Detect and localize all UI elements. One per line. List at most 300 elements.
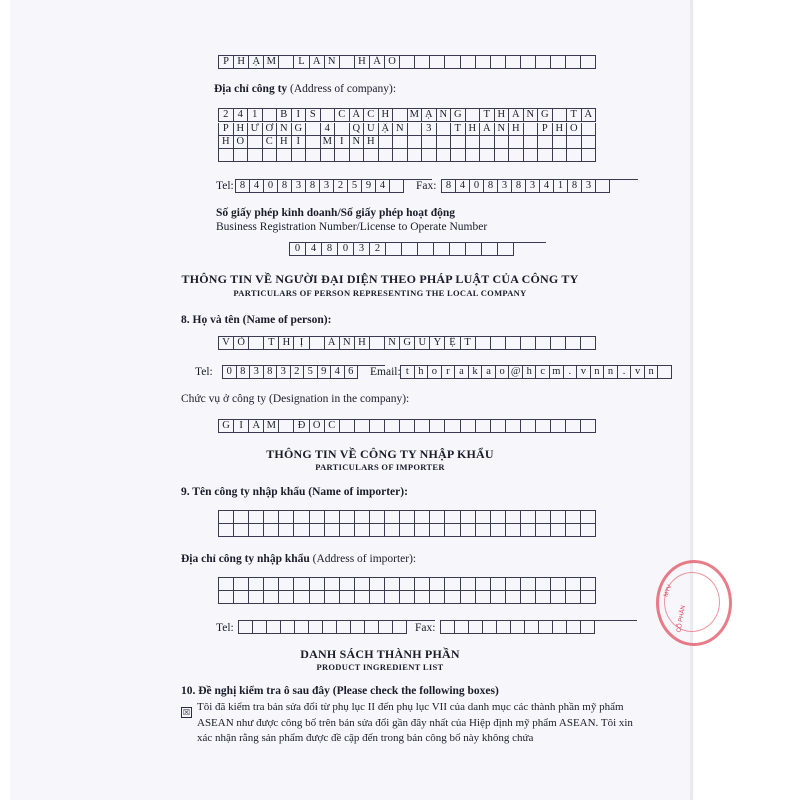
char-box <box>567 136 582 149</box>
char-box: m <box>550 366 564 379</box>
char-box: 4 <box>306 243 322 256</box>
char-box <box>441 621 455 634</box>
char-box <box>553 149 568 162</box>
char-box <box>581 56 596 69</box>
char-box: H <box>234 56 249 69</box>
designation-label: Chức vụ ở công ty (Designation in the company): <box>181 393 410 405</box>
char-box: Đ <box>294 420 309 433</box>
char-box: N <box>437 109 452 122</box>
char-box: 1 <box>248 109 263 122</box>
char-box <box>566 524 581 537</box>
char-box: H <box>219 136 234 149</box>
char-box <box>430 56 445 69</box>
char-box <box>306 123 321 136</box>
char-box <box>495 136 510 149</box>
char-box: 3 <box>526 180 540 193</box>
char-box: 8 <box>442 180 456 193</box>
char-box <box>279 524 294 537</box>
char-box <box>281 621 295 634</box>
char-box: 4 <box>250 180 264 193</box>
char-box: H <box>553 123 568 136</box>
rep-email-label: Email: <box>370 366 401 378</box>
importer-tel-grid <box>238 620 435 634</box>
char-box: 0 <box>264 180 278 193</box>
char-box: . <box>618 366 632 379</box>
char-box <box>476 524 491 537</box>
char-box <box>476 420 491 433</box>
char-box <box>461 524 476 537</box>
char-box <box>370 337 385 350</box>
char-box <box>566 578 581 591</box>
char-box <box>402 243 418 256</box>
char-box <box>323 621 337 634</box>
address-label <box>214 83 396 95</box>
char-box: 4 <box>331 366 345 379</box>
char-box <box>430 578 445 591</box>
char-box: N <box>393 123 408 136</box>
char-box <box>581 621 595 634</box>
char-box: A <box>310 56 325 69</box>
char-box <box>521 524 536 537</box>
char-box: 2 <box>334 180 348 193</box>
char-box: H <box>379 109 394 122</box>
char-box <box>445 511 460 524</box>
char-box <box>415 524 430 537</box>
ingredient-section-title-vn: DANH SÁCH THÀNH PHẦN <box>300 647 460 661</box>
declaration-paragraph: Tôi đã kiểm tra bản sửa đổi từ phụ lục II đến phụ lục VII của danh mục các thành phần mỹ phẩm ASEAN như được công bố trên bản sửa đổi gần đây nhất của Hiệp định mỹ phẩm ASEAN. Tôi xin xác nhận rằng sản phẩm được đề cập đến trong bản công bố này không chứa <box>197 701 633 744</box>
char-box <box>355 420 370 433</box>
char-box <box>309 621 323 634</box>
char-box: 5 <box>304 366 318 379</box>
char-box <box>509 149 524 162</box>
char-box <box>234 591 249 604</box>
char-box <box>536 420 551 433</box>
char-box <box>310 578 325 591</box>
char-box: C <box>325 420 340 433</box>
char-box <box>476 578 491 591</box>
char-box: N <box>340 337 355 350</box>
char-box <box>567 621 581 634</box>
char-box <box>249 511 264 524</box>
char-box: h <box>415 366 429 379</box>
char-box <box>536 591 551 604</box>
char-box <box>521 511 536 524</box>
char-box <box>279 578 294 591</box>
char-box: 0 <box>338 243 354 256</box>
char-box <box>581 591 596 604</box>
char-box <box>536 578 551 591</box>
char-box: t <box>401 366 415 379</box>
char-box: Ố <box>310 420 325 433</box>
company-tel-grid <box>235 179 432 193</box>
address-line1-grid <box>218 108 596 122</box>
char-box: G <box>219 420 234 433</box>
char-box <box>430 524 445 537</box>
char-box <box>566 337 581 350</box>
char-box: Ư <box>248 123 263 136</box>
char-box <box>351 621 365 634</box>
char-box <box>249 591 264 604</box>
char-box <box>506 56 521 69</box>
char-box <box>219 578 234 591</box>
char-box <box>521 337 536 350</box>
importer-name-row1-grid <box>218 510 596 524</box>
char-box <box>551 56 566 69</box>
char-box <box>264 524 279 537</box>
char-box <box>355 578 370 591</box>
char-box <box>294 578 309 591</box>
char-box: H <box>355 337 370 350</box>
char-box <box>335 123 350 136</box>
char-box <box>506 511 521 524</box>
char-box <box>491 578 506 591</box>
char-box <box>279 511 294 524</box>
char-box: Ệ <box>445 337 460 350</box>
char-box <box>437 123 452 136</box>
char-box: U <box>415 337 430 350</box>
char-box: Õ <box>234 337 249 350</box>
char-box <box>385 578 400 591</box>
char-box <box>267 621 281 634</box>
char-box <box>355 524 370 537</box>
char-box: S <box>306 109 321 122</box>
char-box <box>455 621 469 634</box>
char-box: M <box>264 56 279 69</box>
char-box: Á <box>509 109 524 122</box>
char-box <box>596 180 610 193</box>
char-box: I <box>292 109 307 122</box>
ingredient-section-title-en: PRODUCT INGREDIENT LIST <box>316 662 444 672</box>
char-box <box>434 243 450 256</box>
importer-address-label <box>181 553 416 565</box>
char-box: O <box>385 56 400 69</box>
char-box <box>466 243 482 256</box>
char-box: Á <box>350 109 365 122</box>
char-box: @ <box>509 366 523 379</box>
char-box <box>306 136 321 149</box>
char-box: 4 <box>540 180 554 193</box>
char-box: C <box>335 109 350 122</box>
char-box <box>521 591 536 604</box>
char-box <box>370 420 385 433</box>
char-box <box>506 578 521 591</box>
char-box: 5 <box>348 180 362 193</box>
company-seal-inner-ring <box>664 572 720 632</box>
license-label-en: Business Registration Number/License to Operate Number <box>216 221 488 233</box>
char-box <box>566 420 581 433</box>
char-box <box>422 136 437 149</box>
stamp-text-a: MTV <box>663 584 674 598</box>
char-box <box>325 524 340 537</box>
address-label-en: (Address of company): <box>290 83 397 95</box>
address-line3-grid <box>218 136 596 149</box>
char-box <box>445 524 460 537</box>
char-box: H <box>234 123 249 136</box>
rep-email-grid <box>400 365 672 379</box>
char-box: P <box>538 123 553 136</box>
char-box: Í <box>292 136 307 149</box>
char-box <box>393 136 408 149</box>
char-box <box>393 149 408 162</box>
char-box <box>480 136 495 149</box>
char-box <box>466 109 481 122</box>
char-box <box>476 337 491 350</box>
char-box <box>418 243 434 256</box>
char-box: H <box>466 123 481 136</box>
char-box: 9 <box>362 180 376 193</box>
char-box <box>321 109 336 122</box>
char-box: M <box>264 420 279 433</box>
char-box: n <box>645 366 659 379</box>
char-box: G <box>538 109 553 122</box>
char-box: 8 <box>237 366 251 379</box>
char-box: 0 <box>470 180 484 193</box>
char-box: 4 <box>234 109 249 122</box>
char-box <box>551 524 566 537</box>
char-box: 9 <box>318 366 332 379</box>
char-box: P <box>219 123 234 136</box>
page-edge <box>690 0 693 800</box>
char-box <box>450 243 466 256</box>
char-box <box>536 524 551 537</box>
char-box <box>658 366 672 379</box>
char-box <box>408 136 423 149</box>
char-box: N <box>385 337 400 350</box>
char-box <box>294 591 309 604</box>
char-box <box>279 591 294 604</box>
char-box <box>400 420 415 433</box>
char-box: 3 <box>354 243 370 256</box>
char-box <box>509 136 524 149</box>
char-box <box>551 511 566 524</box>
char-box <box>491 511 506 524</box>
char-box: Ố <box>567 123 582 136</box>
char-box: 2 <box>291 366 305 379</box>
importer-name-row2-grid <box>218 524 596 537</box>
license-label-vn: Số giấy phép kinh doanh/Số giấy phép hoạt động <box>216 207 456 219</box>
char-box: 3 <box>277 366 291 379</box>
char-box: v <box>577 366 591 379</box>
char-box <box>337 621 351 634</box>
char-box <box>310 511 325 524</box>
char-box: c <box>536 366 550 379</box>
char-box: 3 <box>320 180 334 193</box>
char-box: 0 <box>223 366 237 379</box>
char-box: n <box>604 366 618 379</box>
char-box <box>277 149 292 162</box>
char-box <box>566 511 581 524</box>
char-box: o <box>428 366 442 379</box>
importer-tel-label: Tel: <box>216 622 234 634</box>
char-box: 4 <box>376 180 390 193</box>
char-box: 8 <box>264 366 278 379</box>
char-box: 2 <box>219 109 234 122</box>
char-box <box>279 56 294 69</box>
address-label-vn: Địa chỉ công ty <box>214 83 288 95</box>
char-box <box>385 524 400 537</box>
char-box: v <box>631 366 645 379</box>
importer-address-row2-grid <box>218 591 596 604</box>
char-box <box>292 149 307 162</box>
char-box <box>483 621 497 634</box>
importer-address-label-en: (Address of importer): <box>312 553 417 565</box>
char-box: L <box>294 56 309 69</box>
char-box <box>567 149 582 162</box>
char-box <box>400 524 415 537</box>
char-box: 3 <box>250 366 264 379</box>
char-box: G <box>400 337 415 350</box>
char-box <box>553 109 568 122</box>
char-box: H <box>279 337 294 350</box>
char-box <box>355 511 370 524</box>
importer-section-title-vn: THÔNG TIN VỀ CÔNG TY NHẬP KHẨU <box>266 447 494 461</box>
char-box <box>364 149 379 162</box>
char-box: H <box>277 136 292 149</box>
declaration-checkbox[interactable]: ☒ <box>182 708 191 717</box>
char-box <box>582 149 597 162</box>
char-box <box>451 136 466 149</box>
char-box: V <box>219 337 234 350</box>
char-box <box>539 621 553 634</box>
char-box <box>524 149 539 162</box>
char-box <box>521 56 536 69</box>
char-box <box>393 621 407 634</box>
designation-grid <box>218 419 596 433</box>
char-box <box>551 578 566 591</box>
char-box <box>340 578 355 591</box>
char-box <box>491 420 506 433</box>
char-box <box>511 621 525 634</box>
char-box: o <box>496 366 510 379</box>
char-box <box>310 337 325 350</box>
char-box <box>234 524 249 537</box>
char-box <box>445 591 460 604</box>
char-box: G <box>451 109 466 122</box>
char-box: a <box>482 366 496 379</box>
char-box <box>581 337 596 350</box>
char-box: M <box>408 109 423 122</box>
char-box <box>253 621 267 634</box>
char-box: 8 <box>512 180 526 193</box>
char-box <box>461 511 476 524</box>
importer-address-row1-grid <box>218 577 596 591</box>
char-box <box>566 56 581 69</box>
char-box: N <box>277 123 292 136</box>
char-box <box>461 420 476 433</box>
char-box <box>248 149 263 162</box>
rep-section-title-vn: THÔNG TIN VỀ NGƯỜI ĐẠI DIỆN THEO PHÁP LUẬT CỦA CÔNG TY <box>181 272 579 286</box>
char-box: U <box>364 123 379 136</box>
char-box: k <box>469 366 483 379</box>
char-box <box>325 578 340 591</box>
char-box <box>219 511 234 524</box>
char-box <box>306 149 321 162</box>
char-box <box>451 149 466 162</box>
char-box <box>234 511 249 524</box>
char-box <box>491 337 506 350</box>
char-box: T <box>480 109 495 122</box>
stamp-text-b: CỔ PHẦN <box>676 605 688 633</box>
char-box <box>408 123 423 136</box>
char-box <box>582 136 597 149</box>
char-box <box>536 511 551 524</box>
char-box <box>294 524 309 537</box>
char-box <box>553 136 568 149</box>
char-box <box>390 180 404 193</box>
rep-tel-label: Tel: <box>195 366 213 378</box>
char-box: N <box>524 109 539 122</box>
char-box: Ạ <box>249 56 264 69</box>
char-box: Á <box>249 420 264 433</box>
char-box: 3 <box>292 180 306 193</box>
importer-fax-grid <box>440 620 637 634</box>
char-box <box>551 420 566 433</box>
char-box <box>461 578 476 591</box>
char-box <box>581 420 596 433</box>
char-box <box>365 621 379 634</box>
char-box: Á <box>325 337 340 350</box>
char-box: C <box>364 109 379 122</box>
char-box <box>415 56 430 69</box>
importer-section-title-en: PARTICULARS OF IMPORTER <box>315 462 445 472</box>
char-box: G <box>292 123 307 136</box>
char-box <box>553 621 567 634</box>
char-box: Q <box>350 123 365 136</box>
char-box: I <box>234 420 249 433</box>
char-box: 8 <box>322 243 338 256</box>
char-box: Ị <box>294 337 309 350</box>
char-box: Ậ <box>379 123 394 136</box>
char-box <box>482 243 498 256</box>
char-box <box>264 591 279 604</box>
char-box <box>385 511 400 524</box>
rep-name-label: 8. Họ và tên (Name of person): <box>181 314 332 326</box>
char-box <box>379 149 394 162</box>
char-box <box>476 511 491 524</box>
company-fax-label: Fax: <box>416 180 437 192</box>
char-box <box>239 621 253 634</box>
char-box: H <box>364 136 379 149</box>
char-box <box>445 56 460 69</box>
char-box <box>219 524 234 537</box>
char-box <box>400 511 415 524</box>
char-box <box>385 591 400 604</box>
rep-tel-grid <box>222 365 385 379</box>
char-box: T <box>264 337 279 350</box>
char-box: À <box>480 123 495 136</box>
char-box <box>279 420 294 433</box>
char-box <box>506 524 521 537</box>
char-box <box>370 578 385 591</box>
char-box <box>551 591 566 604</box>
char-box <box>385 420 400 433</box>
char-box <box>400 591 415 604</box>
char-box <box>445 578 460 591</box>
char-box: N <box>325 56 340 69</box>
license-number-grid <box>289 242 546 256</box>
char-box: Á <box>582 109 597 122</box>
char-box <box>538 149 553 162</box>
char-box <box>491 591 506 604</box>
company-name-grid <box>218 55 596 69</box>
char-box <box>581 578 596 591</box>
char-box <box>551 337 566 350</box>
char-box <box>437 136 452 149</box>
address-line2-grid <box>218 123 596 136</box>
char-box <box>498 243 514 256</box>
char-box <box>249 578 264 591</box>
char-box <box>491 56 506 69</box>
